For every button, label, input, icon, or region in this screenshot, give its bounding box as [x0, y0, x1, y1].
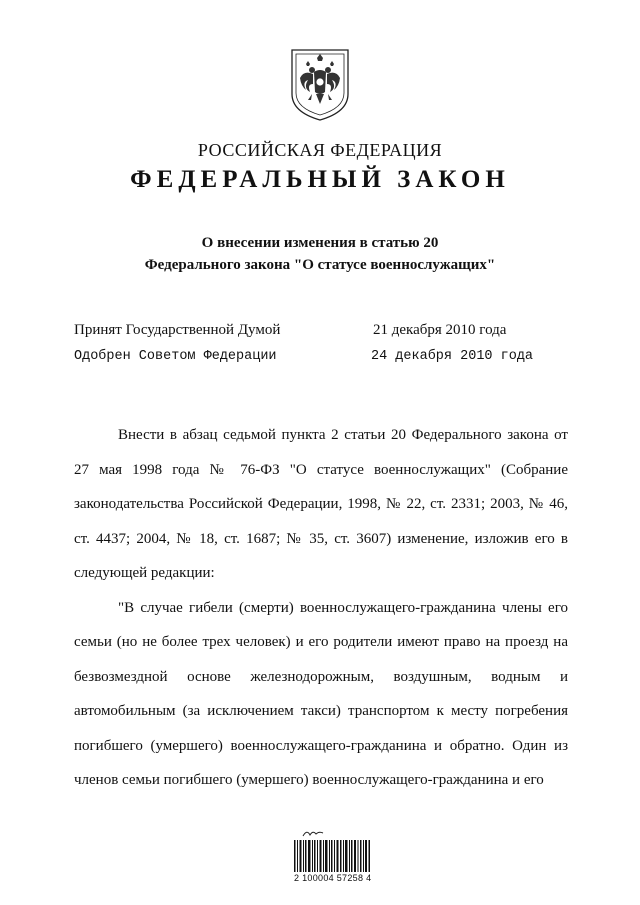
- paragraph: Внести в абзац седьмой пункта 2 статьи 20 Федерального закона от 27 мая 1998 года № 76-ФЗ "О статусе военнослужащих" (Собрание законодательства Российской Федерации, 1998, № 22, ст. 2331; 2003, № 46, ст. 4437; 2004, № 18, ст. 1687; № 35, ст. 3607) изменение, изложив его в следующей редакции:: [74, 427, 568, 581]
- law-title-line-1: О внесении изменения в статью 20: [201, 235, 439, 251]
- law-title: [0, 232, 640, 276]
- paragraph: "В случае гибели (смерти) военнослужащего-гражданина члены его семьи (но не более трех человек) и его родители имеют право на проезд на безвозмездной основе железнодорожным, воздушным, водным и автомобильным (за исключением такси) транспортом к месту погребения погибшего (умершего) военнослужащего-гражданина и обратно. Один из членов семьи погибшего (умершего) военнослужащего-гражданина и его: [74, 599, 568, 788]
- document-type: ФЕДЕРАЛЬНЫЙ ЗАКОН: [130, 166, 510, 193]
- law-body: [74, 418, 568, 798]
- signature-mark-icon: [302, 828, 324, 838]
- approval-body-duma: Принят Государственной Думой: [74, 322, 281, 338]
- law-title-line-2: Федерального закона "О статусе военнослужащих": [144, 257, 496, 273]
- barcode-icon: [294, 840, 370, 872]
- country-name: РОССИЙСКАЯ ФЕДЕРАЦИЯ: [197, 140, 443, 160]
- approval-body-council: Одобрен Советом Федерации: [74, 349, 277, 364]
- barcode-number: 2 100004 57258 4: [294, 873, 372, 883]
- coat-of-arms-icon: [288, 48, 352, 122]
- approval-date-duma: 21 декабря 2010 года: [373, 322, 507, 338]
- approval-date-council: 24 декабря 2010 года: [371, 349, 534, 364]
- document-barcode: [290, 828, 372, 886]
